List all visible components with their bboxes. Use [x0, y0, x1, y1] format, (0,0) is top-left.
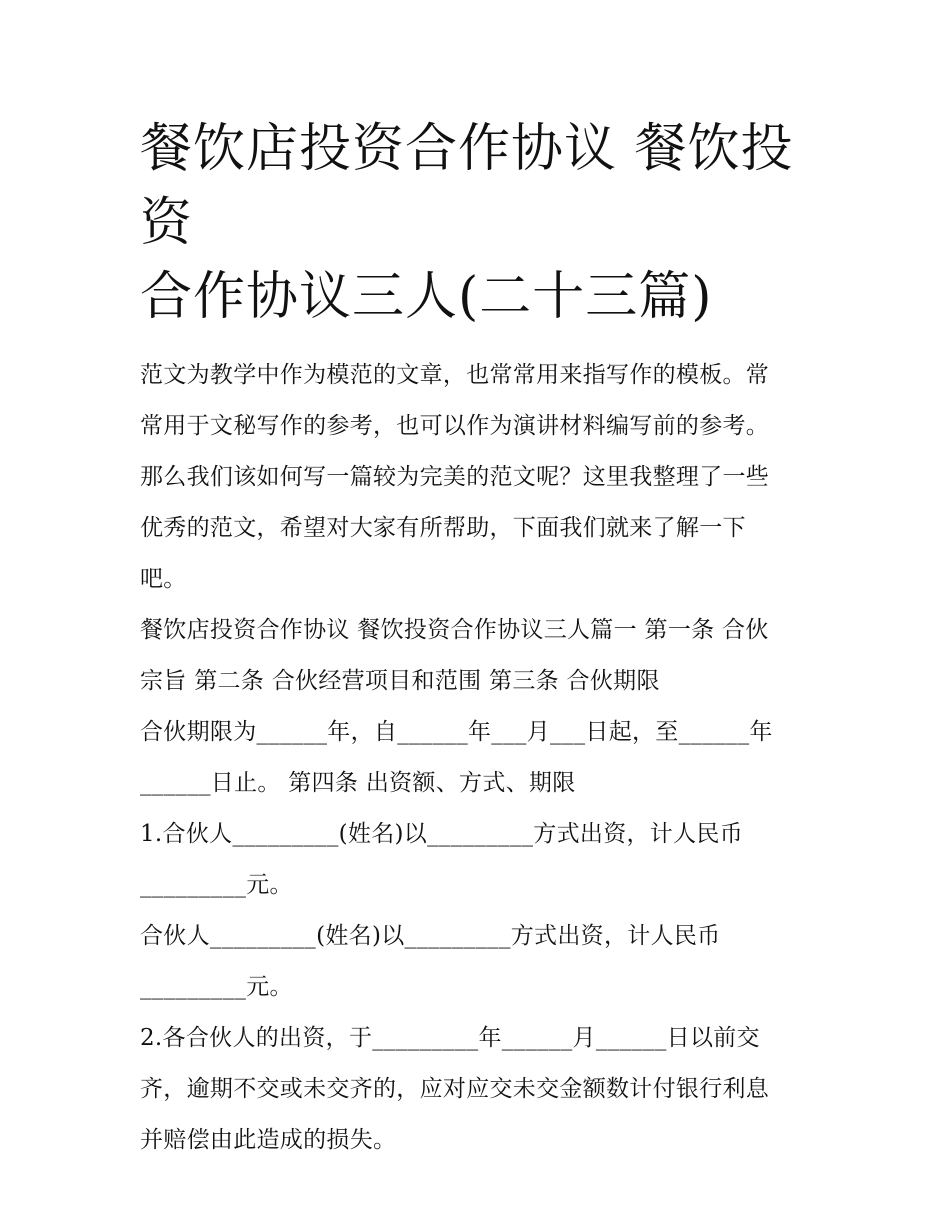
article-headings-paragraph: 餐饮店投资合作协议 餐饮投资合作协议三人篇一 第一条 合伙 宗旨 第二条 合伙经营项目和范围 第三条 合伙期限: [140, 617, 769, 694]
document-page: [140, 112, 820, 1166]
document-body: [140, 350, 820, 1166]
contribution-clause-1: 1.合伙人_________(姓名)以_________方式出资，计人民币 _________元。: [140, 821, 743, 898]
intro-paragraph: 范文为教学中作为模范的文章，也常常用来指写作的模板。常 常用于文秘写作的参考，也可以作为演讲材料编写前的参考。 那么我们该如何写一篇较为完美的范文呢？这里我整理了一些 优秀的范文，希望对大家有所帮助，下面我们就来了解一下 吧。: [140, 362, 770, 592]
document-title: 餐饮店投资合作协议 餐饮投资 合作协议三人(二十三篇): [140, 119, 794, 327]
partnership-term-paragraph: 合伙期限为______年，自______年___月___日起，至______年 ______日止。 第四条 出资额、方式、期限: [140, 719, 773, 796]
contribution-clause-partner: 合伙人_________(姓名)以_________方式出资，计人民币 _________元。: [140, 923, 721, 1000]
contribution-deadline-clause: 2.各合伙人的出资，于_________年______月______日以前交 齐，逾期不交或未交齐的，应对应交未交金额数计付银行利息 并赔偿由此造成的损失。: [140, 1025, 770, 1153]
